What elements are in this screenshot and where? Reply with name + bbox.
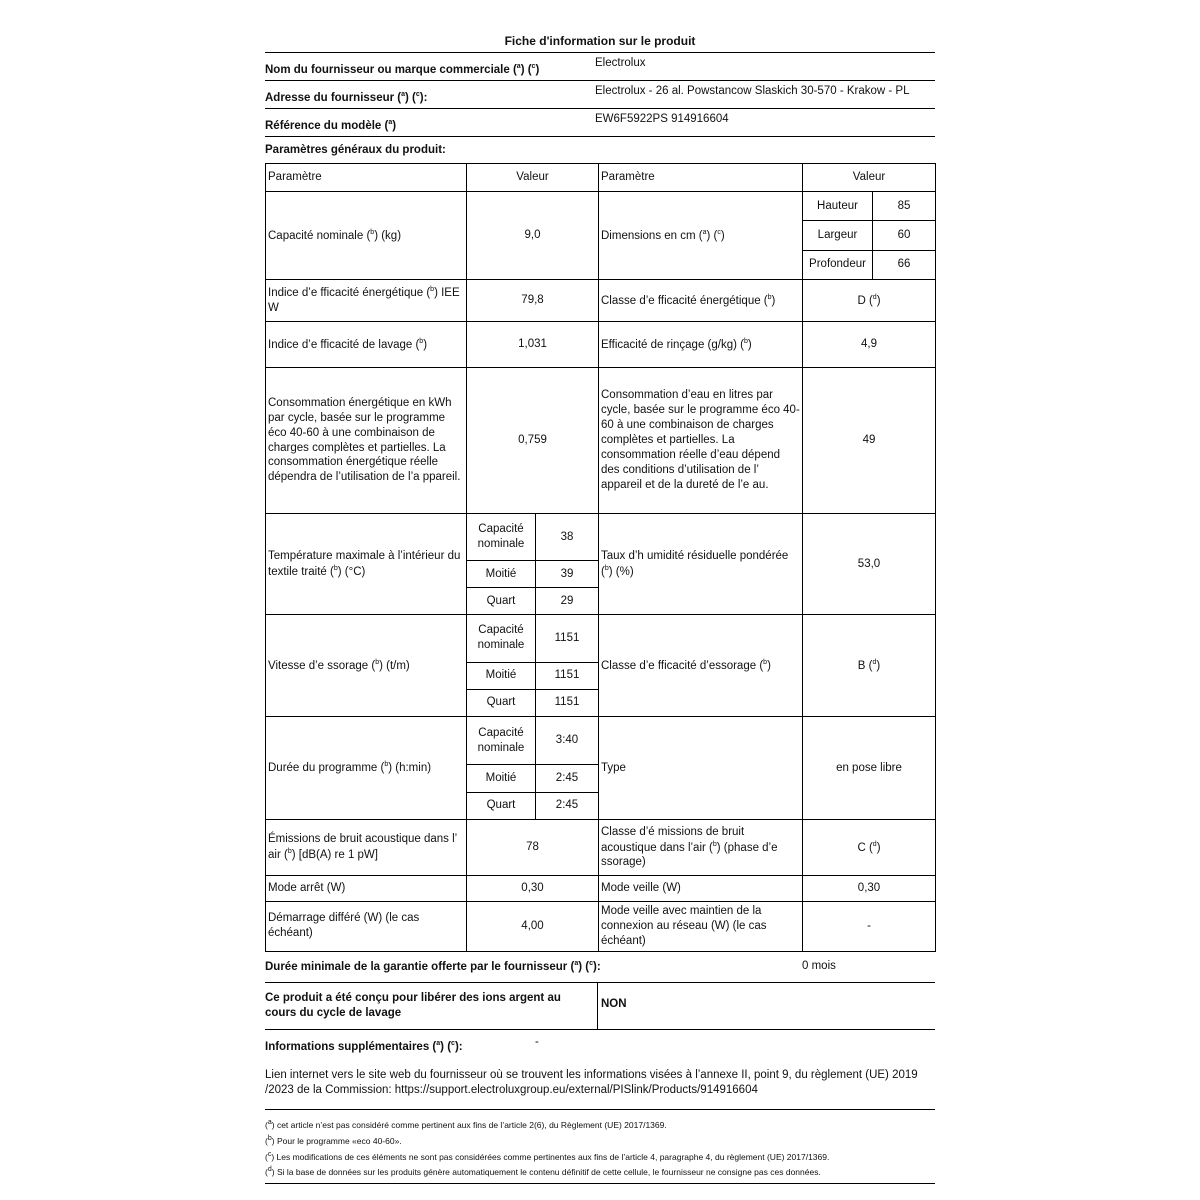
type-label: Type [599, 717, 803, 820]
col-param-1: Paramètre [266, 164, 467, 192]
temp-key: Moitié [467, 561, 536, 588]
temp-val: 39 [536, 561, 599, 588]
energy-cons-value: 0,759 [467, 368, 599, 514]
energy-cons-label: Consommation énergétique en kWh par cycle, basée sur le programme éco 40-60 à une combinaison de charges complètes et partielles. La consommation énergétique réelle dépendra de l’utilisation de l’a ppareil. [266, 368, 467, 514]
spin-key: Capacité nominale [467, 615, 536, 662]
temp-label: Température maximale à l’intérieur du textile traité ($^b$) (°C) [266, 514, 467, 615]
network-label: Mode veille avec maintien de la connexion au réseau (W) (le cas échéant) [599, 902, 803, 952]
humidity-label: Taux d’h umidité résiduelle pondérée ($^b$) (%) [599, 514, 803, 615]
duration-val: 3:40 [536, 717, 599, 765]
network-value: - [803, 902, 936, 952]
params-table [265, 163, 936, 952]
footnotes [265, 1110, 935, 1184]
col-value-1: Valeur [467, 164, 599, 192]
capacity-value: 9,0 [467, 192, 599, 280]
product-sheet [265, 30, 935, 1184]
eei-value: 79,8 [467, 280, 599, 322]
dimensions-values [803, 192, 936, 280]
rinse-value: 4,9 [803, 322, 936, 368]
silver-label: Ce produit a été conçu pour libérer des ions argent au cours du cycle de lavage [265, 991, 561, 1019]
spin-label: Vitesse d’e ssorage ($^b$) (t/m) [266, 615, 467, 717]
off-value: 0,30 [467, 876, 599, 902]
warranty-value: 0 mois [802, 959, 836, 972]
address-row [265, 80, 935, 108]
address-label: Adresse du fournisseur ($^a$) ($^c$): [265, 91, 428, 104]
temp-val: 29 [536, 588, 599, 614]
footnote-a: ($^a$) cet article n’est pas considéré comme pertinent aux fins de l’article 2(6), du Règlement (UE) 2017/1369. [265, 1118, 667, 1130]
wash-index-value: 1,031 [467, 322, 599, 368]
temp-val: 38 [536, 514, 599, 561]
warranty-label: Durée minimale de la garantie offerte par le fournisseur ($^a$) ($^c$): [265, 959, 601, 973]
dimensions-label: Dimensions en cm ($^a$) ($^c$) [599, 192, 803, 280]
spin-values [467, 615, 599, 717]
water-cons-label: Consommation d’eau en litres par cycle, basée sur le programme éco 40-60 à une combinaison de charges complètes et partielles. La consommation réelle d’eau dépend des conditions d’utilisation de l’ appareil et de la dureté de l’e au. [599, 368, 803, 514]
noise-label: Émissions de bruit acoustique dans l’ air ($^b$) [dB(A) re 1 pW] [266, 820, 467, 876]
silver-row [265, 983, 935, 1030]
standby-label: Mode veille (W) [599, 876, 803, 902]
energy-class-label: Classe d’e fficacité énergétique ($^b$) [599, 280, 803, 322]
spin-val: 1151 [536, 662, 599, 689]
noise-class-label: Classe d’é missions de bruit acoustique dans l’air ($^b$) (phase d’e ssorage) [599, 820, 803, 876]
general-params-title: Paramètres généraux du produit: [265, 144, 446, 156]
dim-key: Largeur [803, 221, 873, 250]
support-link[interactable]: Lien internet vers le site web du fournisseur où se trouvent les informations visées à l’annexe II, point 9, du règlement (UE) 2019 /2023 de la Commission: https://support.electroluxgroup.eu/external/PISlink/Products/914916604 [265, 1060, 935, 1110]
model-value: EW6F5922PS 914916604 [595, 113, 729, 125]
noise-value: 78 [467, 820, 599, 876]
extra-label: Informations supplémentaires ($^a$) ($^c$): [265, 1039, 463, 1053]
off-label: Mode arrêt (W) [266, 876, 467, 902]
duration-key: Moitié [467, 765, 536, 793]
duration-val: 2:45 [536, 792, 599, 819]
address-value: Electrolux - 26 al. Powstancow Slaskich 30-570 - Krakow - PL [595, 85, 910, 97]
spin-val: 1151 [536, 615, 599, 662]
footnote-b: ($^b$) Pour le programme «eco 40-60». [265, 1134, 402, 1146]
silver-value: NON [601, 997, 627, 1010]
duration-values [467, 717, 599, 820]
delay-value: 4,00 [467, 902, 599, 952]
supplier-value: Electrolux [595, 57, 646, 69]
dim-val: 85 [873, 192, 936, 221]
temp-key: Capacité nominale [467, 514, 536, 561]
temp-key: Quart [467, 588, 536, 614]
spin-key: Quart [467, 689, 536, 716]
noise-class-value: C ($^d$) [803, 820, 936, 876]
spin-key: Moitié [467, 662, 536, 689]
supplier-row [265, 52, 935, 80]
footnote-d: ($^d$) Si la base de données sur les produits génère automatiquement le contenu définitif de cette cellule, le fournisseur ne consigne pas ces données. [265, 1166, 821, 1178]
duration-key: Quart [467, 792, 536, 819]
warranty-row [265, 952, 935, 983]
spin-class-label: Classe d’e fficacité d’essorage ($^b$) [599, 615, 803, 717]
delay-label: Démarrage différé (W) (le cas échéant) [266, 902, 467, 952]
rinse-label: Efficacité de rinçage (g/kg) ($^b$) [599, 322, 803, 368]
dim-key: Hauteur [803, 192, 873, 221]
spin-val: 1151 [536, 689, 599, 716]
model-row [265, 108, 935, 137]
temp-values [467, 514, 599, 615]
supplier-label: Nom du fournisseur ou marque commerciale ($^a$) ($^c$) [265, 63, 540, 76]
col-value-2: Valeur [803, 164, 936, 192]
extra-row [265, 1030, 935, 1060]
extra-value: - [535, 1035, 539, 1048]
col-param-2: Paramètre [599, 164, 803, 192]
dim-key: Profondeur [803, 250, 873, 279]
standby-value: 0,30 [803, 876, 936, 902]
duration-label: Durée du programme ($^b$) (h:min) [266, 717, 467, 820]
duration-val: 2:45 [536, 765, 599, 793]
wash-index-label: Indice d’e fficacité de lavage ($^b$) [266, 322, 467, 368]
capacity-label: Capacité nominale ($^b$) (kg) [266, 192, 467, 280]
energy-class-value: D ($^d$) [803, 280, 936, 322]
humidity-value: 53,0 [803, 514, 936, 615]
dim-val: 66 [873, 250, 936, 279]
type-value: en pose libre [803, 717, 936, 820]
dim-val: 60 [873, 221, 936, 250]
water-cons-value: 49 [803, 368, 936, 514]
model-label: Référence du modèle ($^a$) [265, 119, 397, 132]
spin-class-value: B ($^d$) [803, 615, 936, 717]
page-title: Fiche d'information sur le produit [504, 34, 696, 48]
footnote-c: ($^c$) Les modifications de ces éléments ne sont pas considérées comme pertinentes aux fins de l’article 4, paragraphe 4, du règlement (UE) 2017/1369. [265, 1150, 830, 1162]
eei-label: Indice d’e fficacité énergétique ($^b$) IEE W [266, 280, 467, 322]
duration-key: Capacité nominale [467, 717, 536, 765]
